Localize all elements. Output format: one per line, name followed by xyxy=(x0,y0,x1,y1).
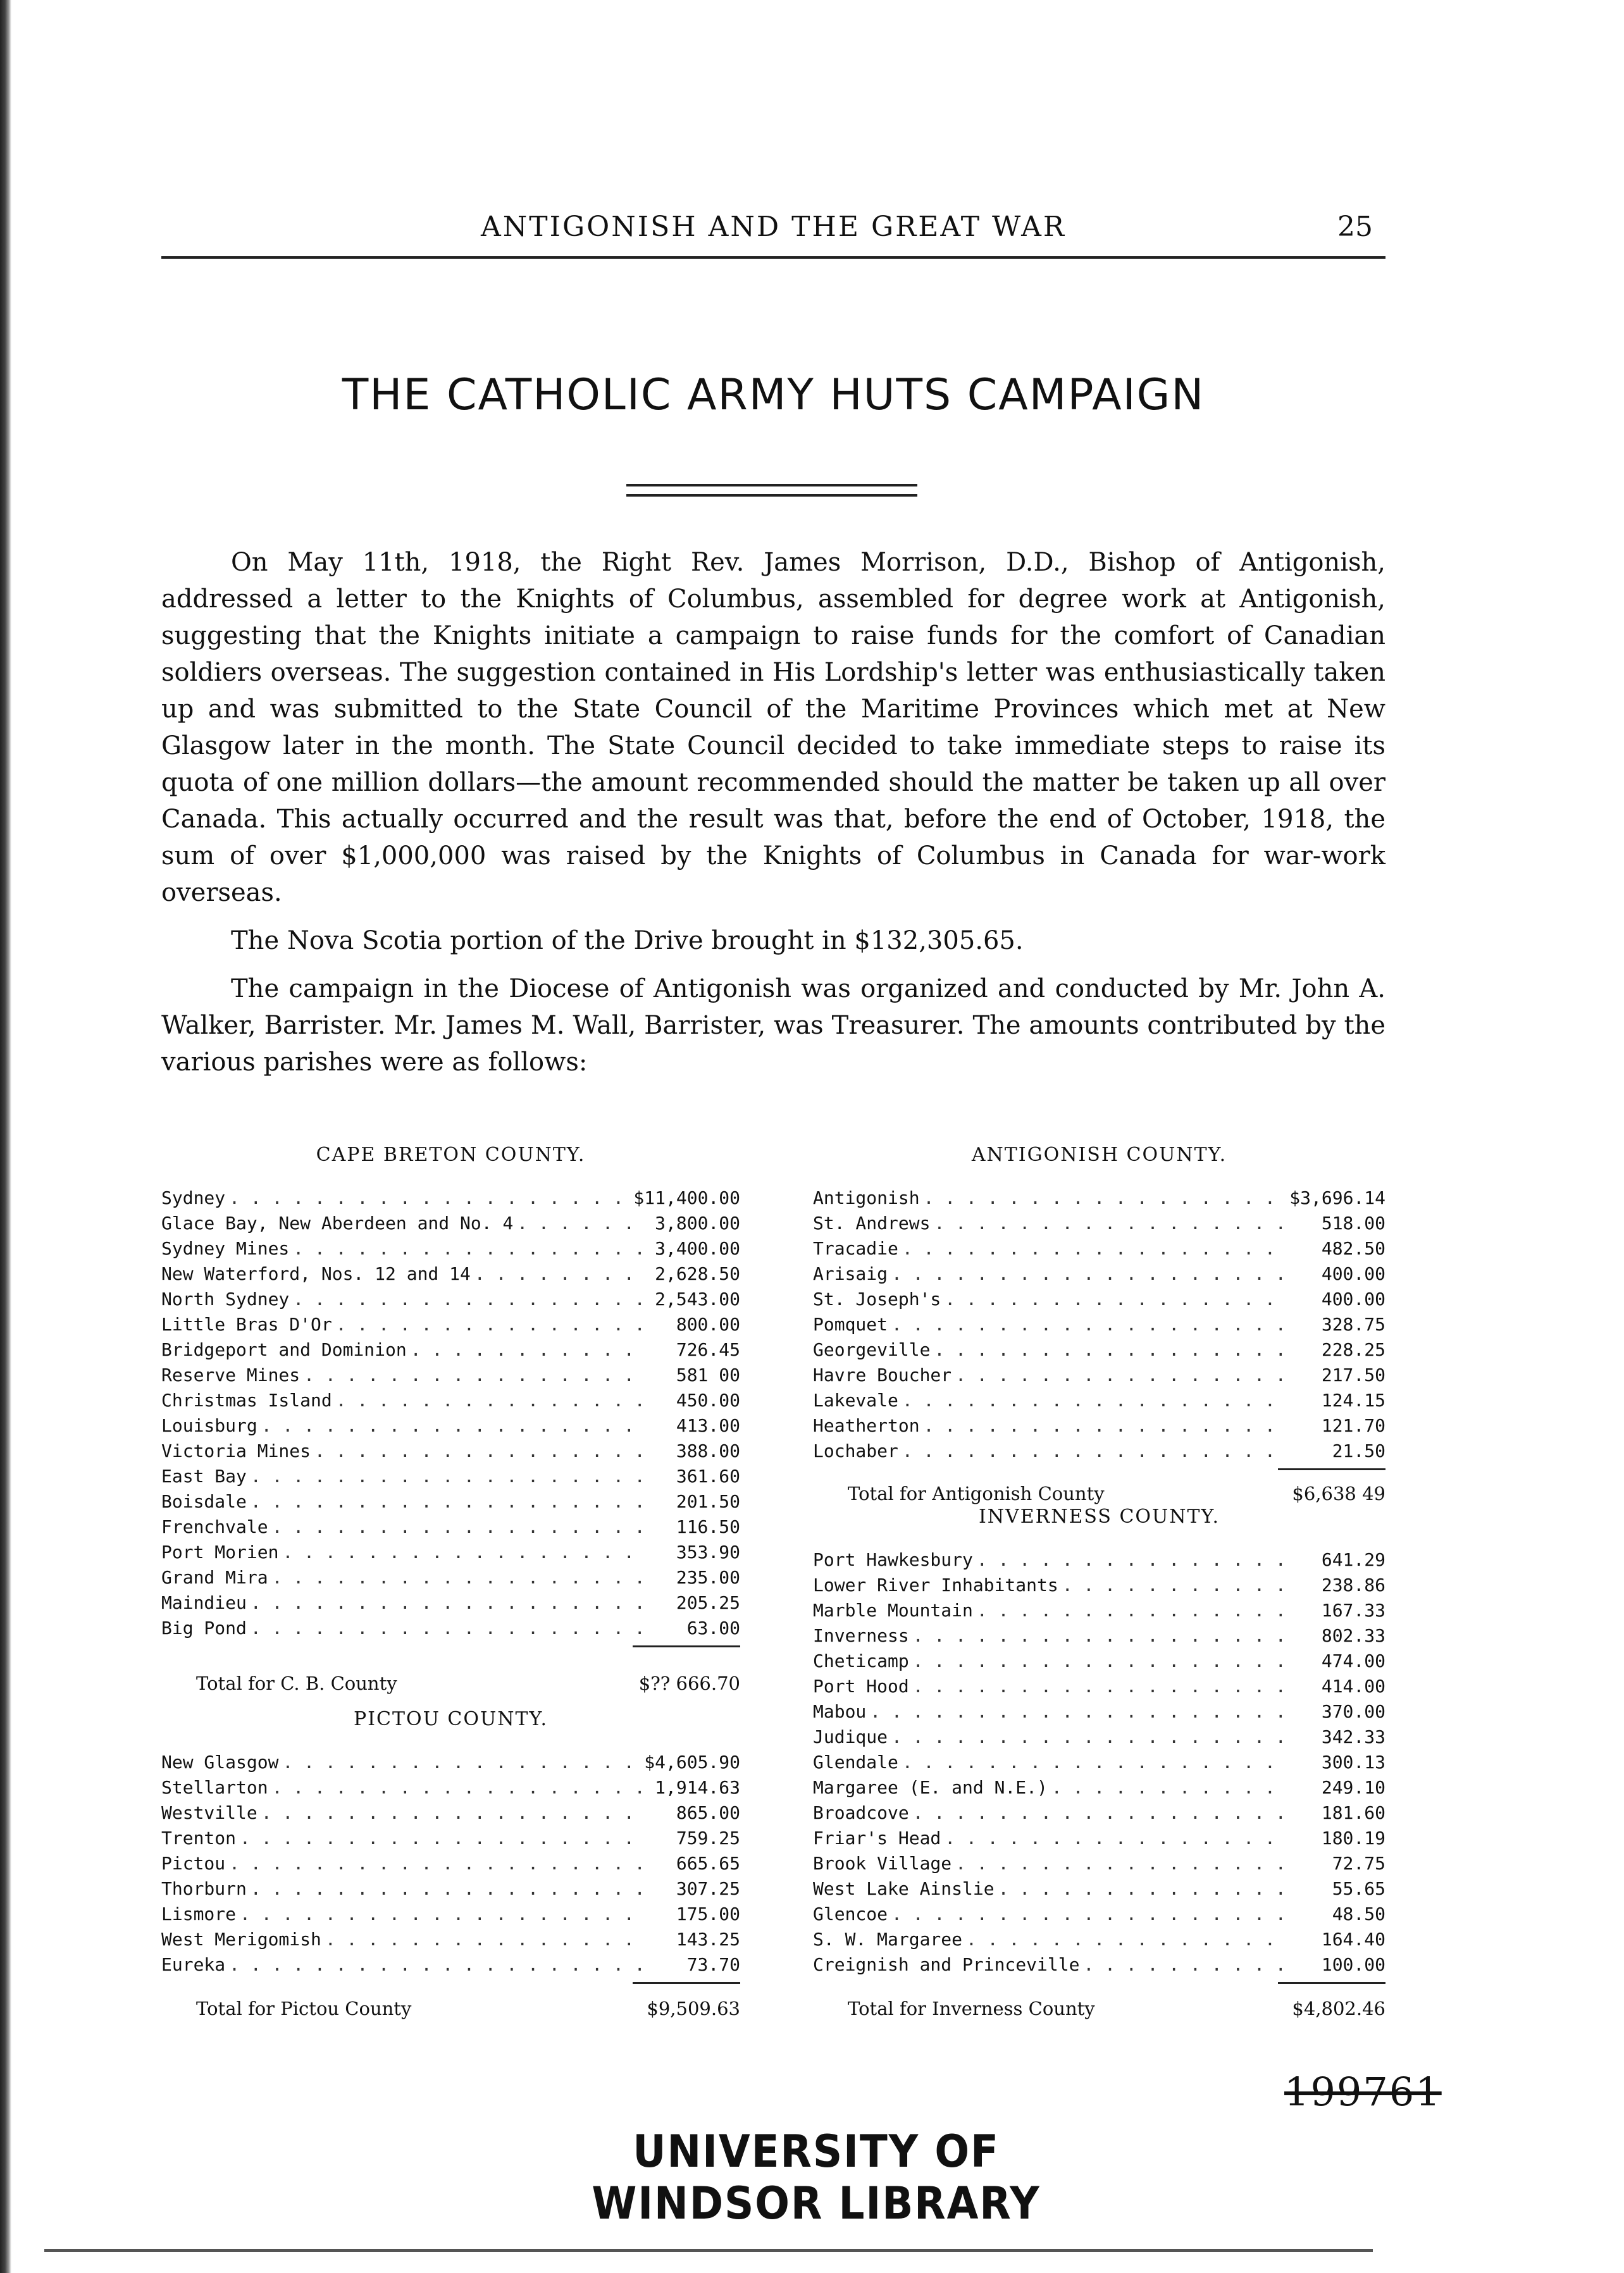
leader-dots xyxy=(902,1752,1287,1773)
parish-name: Inverness xyxy=(813,1625,909,1646)
parish-name: Mabou xyxy=(813,1701,867,1722)
parish-amount: 388.00 xyxy=(676,1440,740,1461)
list-item xyxy=(813,1365,1385,1390)
list-item xyxy=(161,1365,740,1390)
list-item xyxy=(813,1238,1385,1263)
list-item xyxy=(161,1853,740,1878)
entries xyxy=(813,1549,1385,1979)
leader-dots xyxy=(913,1676,1287,1697)
parish-amount: 238.86 xyxy=(1321,1575,1385,1595)
list-item xyxy=(813,1625,1385,1651)
parish-name: Stellarton xyxy=(161,1777,268,1798)
parish-name: Tracadie xyxy=(813,1238,898,1259)
parish-name: Port Hood xyxy=(813,1676,909,1697)
parish-amount: 205.25 xyxy=(676,1592,740,1613)
parish-amount: 116.50 xyxy=(676,1516,740,1537)
list-item xyxy=(161,1542,740,1567)
leader-dots xyxy=(955,1365,1287,1385)
list-item xyxy=(161,1390,740,1415)
list-item xyxy=(813,1213,1385,1238)
list-item xyxy=(161,1802,740,1828)
parish-amount: 124.15 xyxy=(1321,1390,1385,1411)
list-item xyxy=(161,1878,740,1904)
parish-amount: 414.00 xyxy=(1321,1676,1385,1697)
entries xyxy=(161,1752,740,1979)
parish-amount: 72.75 xyxy=(1332,1853,1385,1874)
list-item xyxy=(813,1853,1385,1878)
parish-amount: 865.00 xyxy=(676,1802,740,1823)
parish-amount: 48.50 xyxy=(1332,1904,1385,1924)
leader-dots xyxy=(240,1828,642,1849)
leader-dots xyxy=(293,1238,642,1259)
parish-amount: 361.60 xyxy=(676,1466,740,1487)
leader-dots xyxy=(272,1567,642,1588)
parish-name: Georgeville xyxy=(813,1339,931,1360)
parish-amount: 726.45 xyxy=(676,1339,740,1360)
sum-rule xyxy=(813,1979,1385,1984)
leader-dots xyxy=(945,1828,1287,1849)
parish-name: Judique xyxy=(813,1726,888,1747)
parish-name: Lakevale xyxy=(813,1390,898,1411)
list-item xyxy=(161,1491,740,1516)
parish-amount: 328.75 xyxy=(1321,1314,1385,1335)
leader-dots xyxy=(934,1339,1287,1360)
leader-dots xyxy=(293,1289,642,1310)
parish-amount: 63.00 xyxy=(686,1618,740,1638)
parish-amount: 175.00 xyxy=(676,1904,740,1924)
parish-amount: 21.50 xyxy=(1332,1440,1385,1461)
leader-dots xyxy=(411,1339,642,1360)
parish-name: Christmas Island xyxy=(161,1390,332,1411)
parish-name: St. Andrews xyxy=(813,1213,931,1234)
list-item xyxy=(813,1701,1385,1726)
parish-amount: 400.00 xyxy=(1321,1263,1385,1284)
list-item xyxy=(161,1289,740,1314)
list-item xyxy=(813,1289,1385,1314)
list-item xyxy=(161,1187,740,1213)
leader-dots xyxy=(1062,1575,1287,1595)
list-item xyxy=(813,1676,1385,1701)
leader-dots xyxy=(955,1853,1287,1874)
page-number: 25 xyxy=(1337,211,1373,243)
total-label: Total for Antigonish County xyxy=(848,1483,1105,1504)
list-item xyxy=(161,1415,740,1440)
parish-name: Louisburg xyxy=(161,1415,257,1436)
paragraph: The Nova Scotia portion of the Drive brought in $132,305.65. xyxy=(231,926,1024,955)
parish-name: Sydney Mines xyxy=(161,1238,290,1259)
leader-dots xyxy=(229,1853,642,1874)
list-item xyxy=(161,1263,740,1289)
parish-amount: 55.65 xyxy=(1332,1878,1385,1899)
county-title: PICTOU COUNTY. xyxy=(354,1708,548,1730)
parish-amount: 249.10 xyxy=(1321,1777,1385,1798)
parish-name: Arisaig xyxy=(813,1263,888,1284)
parish-name: Frenchvale xyxy=(161,1516,268,1537)
parish-name: Lower River Inhabitants xyxy=(813,1575,1058,1595)
parish-name: Pomquet xyxy=(813,1314,888,1335)
parish-amount: 581 00 xyxy=(676,1365,740,1385)
total-amount: $9,509.63 xyxy=(647,1998,740,2019)
parish-amount: 2,628.50 xyxy=(655,1263,740,1284)
parish-amount: 1,914.63 xyxy=(655,1777,740,1798)
parish-amount: 665.65 xyxy=(676,1853,740,1874)
leader-dots xyxy=(891,1726,1287,1747)
total-amount: $6,638 49 xyxy=(1292,1483,1385,1504)
parish-name: New Glasgow xyxy=(161,1752,279,1773)
parish-name: Port Morien xyxy=(161,1542,279,1563)
leader-dots xyxy=(251,1491,642,1512)
parish-amount: 450.00 xyxy=(676,1390,740,1411)
parish-name: Friar's Head xyxy=(813,1828,941,1849)
total-label: Total for Inverness County xyxy=(848,1998,1095,2019)
parish-amount: 217.50 xyxy=(1321,1365,1385,1385)
list-item xyxy=(161,1238,740,1263)
leader-dots xyxy=(474,1263,642,1284)
leader-dots xyxy=(891,1904,1287,1924)
sum-rule xyxy=(813,1466,1385,1470)
list-item xyxy=(161,1954,740,1979)
leader-dots xyxy=(998,1878,1287,1899)
antigonish-county-list xyxy=(813,1144,1385,1504)
leader-dots xyxy=(251,1466,642,1487)
list-item xyxy=(161,1592,740,1618)
leader-dots xyxy=(966,1929,1287,1950)
list-item xyxy=(161,1929,740,1954)
parish-amount: 100.00 xyxy=(1321,1954,1385,1975)
list-item xyxy=(813,1339,1385,1365)
leader-dots xyxy=(517,1213,642,1234)
parish-name: Port Hawkesbury xyxy=(813,1549,973,1570)
parish-amount: 2,543.00 xyxy=(655,1289,740,1310)
parish-name: Bridgeport and Dominion xyxy=(161,1339,407,1360)
parish-amount: 235.00 xyxy=(676,1567,740,1588)
parish-amount: $11,400.00 xyxy=(633,1187,740,1208)
leader-dots xyxy=(251,1878,642,1899)
parish-amount: 800.00 xyxy=(676,1314,740,1335)
leader-dots xyxy=(913,1802,1287,1823)
list-item xyxy=(813,1828,1385,1853)
sum-rule xyxy=(161,1979,740,1984)
parish-name: Grand Mira xyxy=(161,1567,268,1588)
parish-amount: 342.33 xyxy=(1321,1726,1385,1747)
pictou-county-list xyxy=(161,1708,740,2019)
parish-name: Maindieu xyxy=(161,1592,247,1613)
parish-amount: 370.00 xyxy=(1321,1701,1385,1722)
list-item xyxy=(161,1440,740,1466)
county-title: CAPE BRETON COUNTY. xyxy=(316,1144,586,1166)
parish-name: Broadcove xyxy=(813,1802,909,1823)
total-amount: $4,802.46 xyxy=(1292,1998,1385,2019)
leader-dots xyxy=(924,1187,1286,1208)
library-stamp: UNIVERSITY OF WINDSOR LIBRARY xyxy=(592,2126,1041,2229)
leader-dots xyxy=(913,1625,1287,1646)
list-item xyxy=(813,1878,1385,1904)
parish-name: Westville xyxy=(161,1802,257,1823)
parish-name: Lochaber xyxy=(813,1440,898,1461)
parish-name: Lismore xyxy=(161,1904,237,1924)
list-item xyxy=(161,1567,740,1592)
parish-name: Trenton xyxy=(161,1828,237,1849)
list-item xyxy=(161,1752,740,1777)
parish-name: East Bay xyxy=(161,1466,247,1487)
leader-dots xyxy=(336,1314,642,1335)
sum-rule xyxy=(161,1643,740,1647)
leader-dots xyxy=(251,1618,642,1638)
parish-amount: 3,800.00 xyxy=(655,1213,740,1234)
parish-name: Cheticamp xyxy=(813,1651,909,1671)
parish-name: Glencoe xyxy=(813,1904,888,1924)
parish-name: Big Pond xyxy=(161,1618,247,1638)
parish-amount: $4,605.90 xyxy=(644,1752,740,1773)
parish-amount: 802.33 xyxy=(1321,1625,1385,1646)
list-item xyxy=(813,1440,1385,1466)
list-item xyxy=(813,1777,1385,1802)
parish-amount: 518.00 xyxy=(1321,1213,1385,1234)
parish-name: Glendale xyxy=(813,1752,898,1773)
parish-name: Boisdale xyxy=(161,1491,247,1512)
parish-name: Creignish and Princeville xyxy=(813,1954,1080,1975)
leader-dots xyxy=(229,1954,642,1975)
parish-name: Victoria Mines xyxy=(161,1440,311,1461)
body-text xyxy=(161,544,1385,1092)
county-total xyxy=(161,1998,740,2019)
list-item xyxy=(813,1752,1385,1777)
leader-dots xyxy=(229,1187,629,1208)
leader-dots xyxy=(251,1592,642,1613)
chapter-title: THE CATHOLIC ARMY HUTS CAMPAIGN xyxy=(342,370,1205,420)
parish-amount: $3,696.14 xyxy=(1289,1187,1385,1208)
parish-amount: 143.25 xyxy=(676,1929,740,1950)
parish-name: Marble Mountain xyxy=(813,1600,973,1621)
leader-dots xyxy=(272,1516,642,1537)
leader-dots xyxy=(924,1415,1287,1436)
running-title: ANTIGONISH AND THE GREAT WAR xyxy=(480,211,1066,243)
total-label: Total for C. B. County xyxy=(196,1673,397,1694)
parish-amount: 300.13 xyxy=(1321,1752,1385,1773)
parish-name: Antigonish xyxy=(813,1187,920,1208)
leader-dots xyxy=(1083,1954,1287,1975)
parish-name: Margaree (E. and N.E.) xyxy=(813,1777,1048,1798)
list-item xyxy=(813,1929,1385,1954)
leader-dots xyxy=(902,1238,1287,1259)
leader-dots xyxy=(325,1929,642,1950)
leader-dots xyxy=(977,1600,1287,1621)
leader-dots xyxy=(891,1263,1287,1284)
list-item xyxy=(161,1466,740,1491)
running-header xyxy=(161,206,1385,259)
county-title: ANTIGONISH COUNTY. xyxy=(971,1144,1227,1166)
leader-dots xyxy=(934,1213,1287,1234)
parish-amount: 474.00 xyxy=(1321,1651,1385,1671)
parish-amount: 353.90 xyxy=(676,1542,740,1563)
paragraph: On May 11th, 1918, the Right Rev. James Morrison, D.D., Bishop of Antigonish, addressed a letter to the Knights of Columbus, assembled for degree work at Antigonish, suggesting that the Knights initiate a campaign to raise funds for the comfort of Canadian soldiers overseas. The suggestion contained in His Lordship's letter was enthusiastically taken up and was submitted to the State Council of the Maritime Provinces which met at New Glasgow later in the month. The State Council decided to take immediate steps to raise its quota of one million dollars—the amount recommended should the matter be taken up all over Canada. This actually occurred and the result was that, before the end of October, 1918, the sum of over $1,000,000 was raised by the Knights of Columbus in Canada for war-work overseas. xyxy=(161,548,1385,907)
list-item xyxy=(161,1339,740,1365)
parish-name: New Waterford, Nos. 12 and 14 xyxy=(161,1263,471,1284)
leader-dots xyxy=(261,1415,642,1436)
leader-dots xyxy=(282,1542,642,1563)
parish-name: Glace Bay, New Aberdeen and No. 4 xyxy=(161,1213,514,1234)
parish-amount: 121.70 xyxy=(1321,1415,1385,1436)
parish-amount: 181.60 xyxy=(1321,1802,1385,1823)
leader-dots xyxy=(261,1802,642,1823)
parish-amount: 180.19 xyxy=(1321,1828,1385,1849)
parish-amount: 413.00 xyxy=(676,1415,740,1436)
county-total xyxy=(813,1998,1385,2019)
leader-dots xyxy=(282,1752,640,1773)
parish-name: Heatherton xyxy=(813,1415,920,1436)
parish-amount: 228.25 xyxy=(1321,1339,1385,1360)
inverness-county-list xyxy=(813,1506,1385,2019)
parish-name: West Merigomish xyxy=(161,1929,321,1950)
cape-breton-county-list xyxy=(161,1144,740,1694)
parish-amount: 201.50 xyxy=(676,1491,740,1512)
parish-name: Pictou xyxy=(161,1853,226,1874)
parish-amount: 641.29 xyxy=(1321,1549,1385,1570)
list-item xyxy=(813,1263,1385,1289)
list-item xyxy=(161,1213,740,1238)
leader-dots xyxy=(902,1390,1287,1411)
county-total xyxy=(161,1673,740,1694)
parish-name: Sydney xyxy=(161,1187,226,1208)
list-item xyxy=(813,1802,1385,1828)
county-total xyxy=(813,1483,1385,1504)
parish-amount: 73.70 xyxy=(686,1954,740,1975)
entries xyxy=(813,1187,1385,1466)
total-amount: $?? 666.70 xyxy=(638,1673,740,1694)
parish-name: West Lake Ainslie xyxy=(813,1878,995,1899)
list-item xyxy=(813,1575,1385,1600)
list-item xyxy=(161,1618,740,1643)
parish-name: St. Joseph's xyxy=(813,1289,941,1310)
parish-amount: 3,400.00 xyxy=(655,1238,740,1259)
list-item xyxy=(161,1516,740,1542)
parish-name: Havre Boucher xyxy=(813,1365,952,1385)
leader-dots xyxy=(945,1289,1287,1310)
paragraph: The campaign in the Diocese of Antigonish was organized and conducted by Mr. John A. Walker, Barrister. Mr. James M. Wall, Barrister, was Treasurer. The amounts contributed by the various parishes were as follows: xyxy=(161,974,1385,1077)
leader-dots xyxy=(336,1390,642,1411)
parish-amount: 307.25 xyxy=(676,1878,740,1899)
list-item xyxy=(813,1314,1385,1339)
list-item xyxy=(161,1777,740,1802)
parish-name: North Sydney xyxy=(161,1289,290,1310)
list-item xyxy=(813,1651,1385,1676)
county-title: INVERNESS COUNTY. xyxy=(978,1506,1220,1528)
leader-dots xyxy=(304,1365,642,1385)
parish-name: Thorburn xyxy=(161,1878,247,1899)
parish-name: S. W. Margaree xyxy=(813,1929,963,1950)
list-item xyxy=(813,1415,1385,1440)
parish-name: Little Bras D'Or xyxy=(161,1314,332,1335)
list-item xyxy=(813,1187,1385,1213)
leader-dots xyxy=(902,1440,1287,1461)
entries xyxy=(161,1187,740,1643)
list-item xyxy=(813,1600,1385,1625)
parish-name: Eureka xyxy=(161,1954,226,1975)
list-item xyxy=(813,1390,1385,1415)
list-item xyxy=(813,1904,1385,1929)
leader-dots xyxy=(977,1549,1287,1570)
leader-dots xyxy=(870,1701,1287,1722)
leader-dots xyxy=(240,1904,642,1924)
parish-amount: 164.40 xyxy=(1321,1929,1385,1950)
leader-dots xyxy=(272,1777,642,1798)
list-item xyxy=(161,1904,740,1929)
leader-dots xyxy=(891,1314,1287,1335)
leader-dots xyxy=(1051,1777,1287,1798)
total-label: Total for Pictou County xyxy=(196,1998,412,2019)
parish-name: Reserve Mines xyxy=(161,1365,301,1385)
list-item xyxy=(813,1549,1385,1575)
title-ornament-rule xyxy=(626,484,917,497)
accession-number: 199761 xyxy=(1284,2069,1442,2115)
parish-amount: 400.00 xyxy=(1321,1289,1385,1310)
list-item xyxy=(161,1828,740,1853)
leader-dots xyxy=(314,1440,642,1461)
parish-amount: 482.50 xyxy=(1321,1238,1385,1259)
parish-amount: 167.33 xyxy=(1321,1600,1385,1621)
parish-amount: 759.25 xyxy=(676,1828,740,1849)
scan-edge xyxy=(0,0,11,2273)
list-item xyxy=(813,1726,1385,1752)
scan-bottom-edge xyxy=(44,2249,1373,2252)
parish-name: Brook Village xyxy=(813,1853,952,1874)
leader-dots xyxy=(913,1651,1287,1671)
list-item xyxy=(813,1954,1385,1979)
list-item xyxy=(161,1314,740,1339)
